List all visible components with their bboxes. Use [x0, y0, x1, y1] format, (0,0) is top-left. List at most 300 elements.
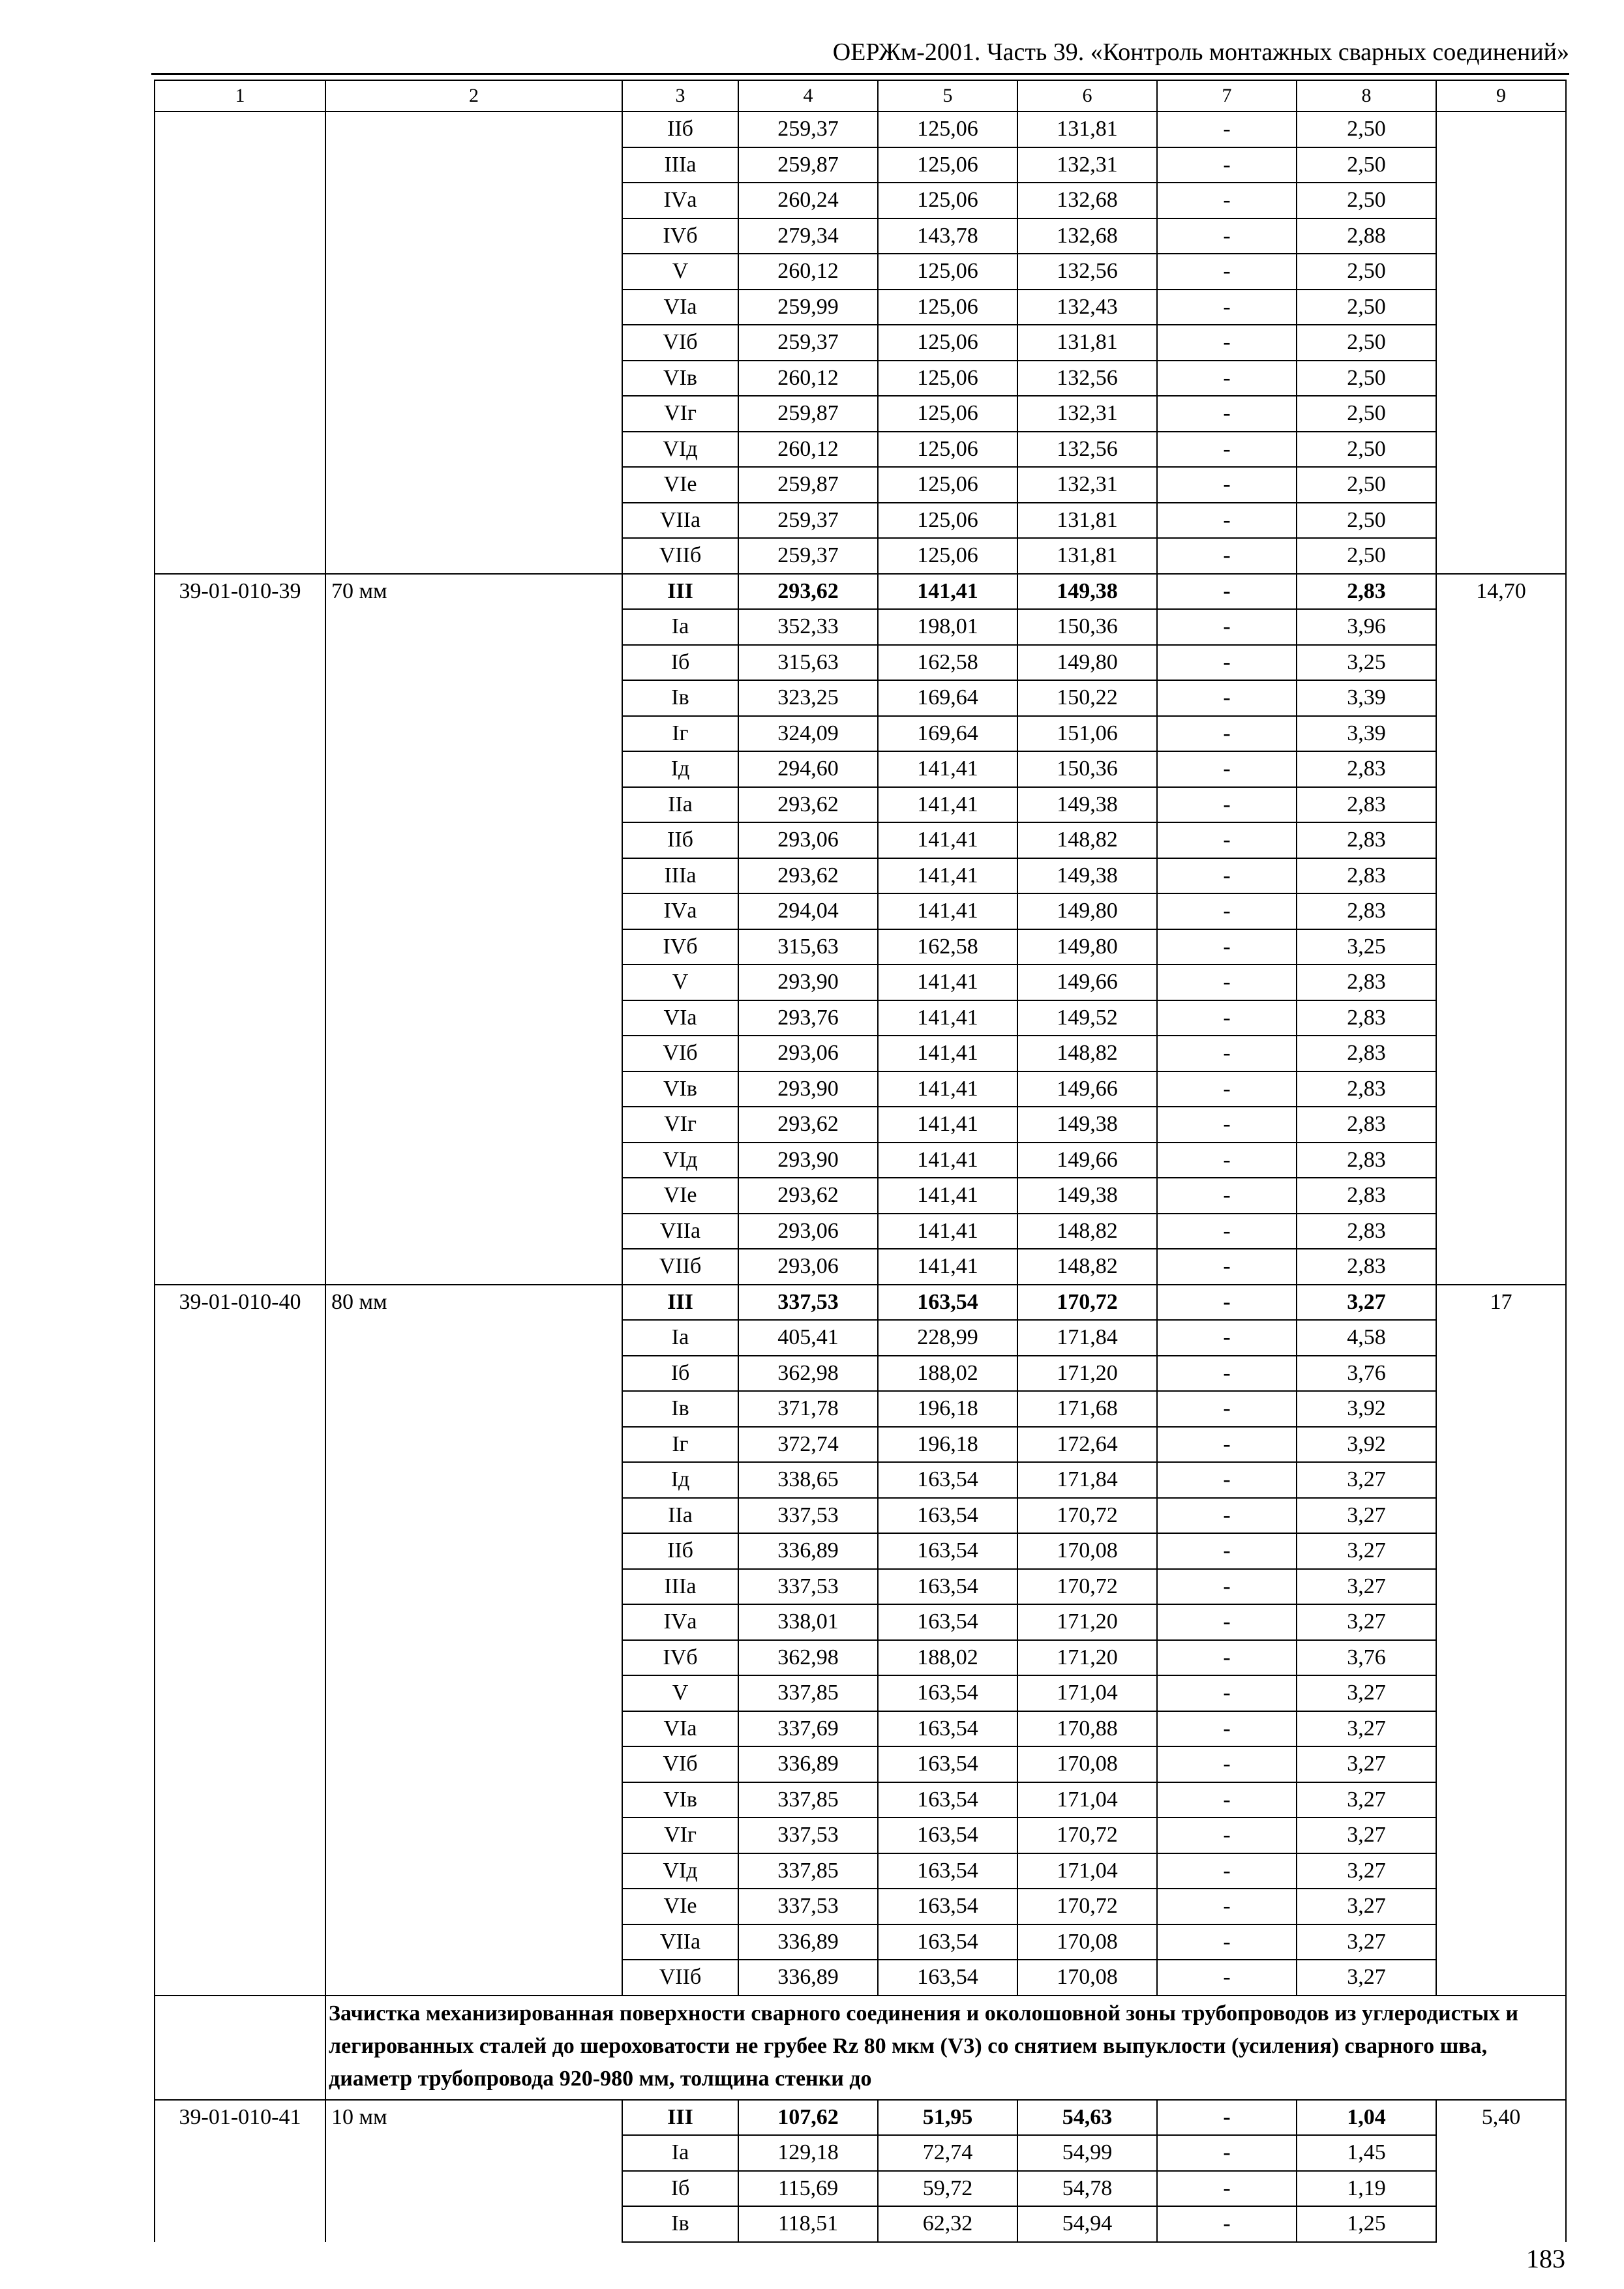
operator-labor-cell: 2,83 — [1297, 1214, 1436, 1249]
total-cost-cell: 362,98 — [738, 1356, 878, 1392]
operator-labor-cell: 3,27 — [1297, 1782, 1436, 1818]
labor-cost-cell: 141,41 — [878, 822, 1017, 858]
machine-cost-cell: 132,31 — [1017, 396, 1157, 432]
operator-labor-cell: 3,39 — [1297, 716, 1436, 752]
operator-labor-cell: 3,92 — [1297, 1391, 1436, 1427]
machine-cost-cell: 170,72 — [1017, 1889, 1157, 1924]
materials-cell: - — [1157, 893, 1297, 929]
machine-cost-cell: 150,22 — [1017, 680, 1157, 716]
materials-cell: - — [1157, 1107, 1297, 1143]
total-cost-cell: 293,06 — [738, 1214, 878, 1249]
labor-cost-cell: 141,41 — [878, 858, 1017, 894]
category-cell: VIд — [622, 1143, 738, 1178]
machine-cost-cell: 149,38 — [1017, 1107, 1157, 1143]
materials-cell: - — [1157, 503, 1297, 539]
total-cost-cell: 107,62 — [738, 2100, 878, 2136]
labor-hours-cell — [1436, 112, 1566, 574]
labor-cost-cell: 125,06 — [878, 290, 1017, 325]
category-cell: VIIа — [622, 503, 738, 539]
materials-cell: - — [1157, 1675, 1297, 1711]
category-cell: Iв — [622, 680, 738, 716]
operator-labor-cell: 1,19 — [1297, 2171, 1436, 2207]
machine-cost-cell: 149,80 — [1017, 929, 1157, 965]
operator-labor-cell: 2,83 — [1297, 1071, 1436, 1107]
machine-cost-cell: 54,63 — [1017, 2100, 1157, 2136]
total-cost-cell: 259,37 — [738, 503, 878, 539]
total-cost-cell: 293,06 — [738, 822, 878, 858]
category-cell: Iа — [622, 2135, 738, 2171]
total-cost-cell: 259,37 — [738, 112, 878, 147]
operator-labor-cell: 3,39 — [1297, 680, 1436, 716]
total-cost-cell: 115,69 — [738, 2171, 878, 2207]
total-cost-cell: 324,09 — [738, 716, 878, 752]
labor-cost-cell: 72,74 — [878, 2135, 1017, 2171]
materials-cell: - — [1157, 1569, 1297, 1605]
operator-labor-cell: 2,83 — [1297, 1178, 1436, 1214]
materials-cell: - — [1157, 325, 1297, 361]
operator-labor-cell: 2,50 — [1297, 325, 1436, 361]
materials-cell: - — [1157, 396, 1297, 432]
category-cell: Iб — [622, 2171, 738, 2207]
category-cell: IIIа — [622, 1569, 738, 1605]
operator-labor-cell: 2,50 — [1297, 432, 1436, 468]
total-cost-cell: 372,74 — [738, 1427, 878, 1463]
machine-cost-cell: 170,72 — [1017, 1285, 1157, 1321]
labor-cost-cell: 163,54 — [878, 1889, 1017, 1924]
category-cell: VIа — [622, 1000, 738, 1036]
materials-cell: - — [1157, 2100, 1297, 2136]
wall-thickness-cell: 80 мм — [325, 1285, 622, 1996]
materials-cell: - — [1157, 822, 1297, 858]
total-cost-cell: 337,53 — [738, 1285, 878, 1321]
total-cost-cell: 371,78 — [738, 1391, 878, 1427]
materials-cell: - — [1157, 254, 1297, 290]
total-cost-cell: 293,90 — [738, 1143, 878, 1178]
materials-cell: - — [1157, 680, 1297, 716]
total-cost-cell: 293,90 — [738, 965, 878, 1000]
column-number: 8 — [1297, 80, 1436, 112]
operator-labor-cell: 3,25 — [1297, 929, 1436, 965]
materials-cell: - — [1157, 716, 1297, 752]
materials-cell: - — [1157, 1533, 1297, 1569]
operator-labor-cell: 2,50 — [1297, 503, 1436, 539]
labor-cost-cell: 125,06 — [878, 254, 1017, 290]
category-cell: IIа — [622, 1498, 738, 1534]
category-cell: VIIб — [622, 1249, 738, 1285]
operator-labor-cell: 1,04 — [1297, 2100, 1436, 2136]
total-cost-cell: 294,60 — [738, 751, 878, 787]
category-cell: VIIб — [622, 538, 738, 574]
total-cost-cell: 293,62 — [738, 787, 878, 823]
total-cost-cell: 293,62 — [738, 858, 878, 894]
materials-cell: - — [1157, 1071, 1297, 1107]
total-cost-cell: 336,89 — [738, 1924, 878, 1960]
category-cell: Iв — [622, 1391, 738, 1427]
machine-cost-cell: 54,78 — [1017, 2171, 1157, 2207]
operator-labor-cell: 1,45 — [1297, 2135, 1436, 2171]
labor-cost-cell: 141,41 — [878, 574, 1017, 610]
category-cell: Iг — [622, 716, 738, 752]
wall-thickness-cell — [325, 112, 622, 574]
operator-labor-cell: 2,50 — [1297, 290, 1436, 325]
total-cost-cell: 337,53 — [738, 1569, 878, 1605]
labor-cost-cell: 141,41 — [878, 893, 1017, 929]
labor-cost-cell: 163,54 — [878, 1924, 1017, 1960]
total-cost-cell: 362,98 — [738, 1640, 878, 1676]
labor-cost-cell: 125,06 — [878, 112, 1017, 147]
category-cell: VIIа — [622, 1214, 738, 1249]
machine-cost-cell: 170,08 — [1017, 1533, 1157, 1569]
materials-cell: - — [1157, 1285, 1297, 1321]
labor-cost-cell: 125,06 — [878, 147, 1017, 183]
machine-cost-cell: 149,38 — [1017, 858, 1157, 894]
machine-cost-cell: 132,56 — [1017, 361, 1157, 396]
operator-labor-cell: 3,27 — [1297, 1604, 1436, 1640]
category-cell: VIб — [622, 1746, 738, 1782]
materials-cell: - — [1157, 574, 1297, 610]
labor-cost-cell: 125,06 — [878, 396, 1017, 432]
table-row — [155, 574, 1566, 610]
category-cell: VIд — [622, 432, 738, 468]
materials-cell: - — [1157, 858, 1297, 894]
materials-cell: - — [1157, 1746, 1297, 1782]
rate-code-cell — [155, 112, 325, 574]
operator-labor-cell: 2,83 — [1297, 1036, 1436, 1071]
machine-cost-cell: 131,81 — [1017, 538, 1157, 574]
labor-cost-cell: 163,54 — [878, 1285, 1017, 1321]
total-cost-cell: 294,04 — [738, 893, 878, 929]
materials-cell: - — [1157, 1818, 1297, 1853]
labor-cost-cell: 163,54 — [878, 1498, 1017, 1534]
machine-cost-cell: 149,38 — [1017, 574, 1157, 610]
labor-cost-cell: 125,06 — [878, 432, 1017, 468]
total-cost-cell: 337,85 — [738, 1782, 878, 1818]
category-cell: VIв — [622, 1782, 738, 1818]
machine-cost-cell: 148,82 — [1017, 822, 1157, 858]
total-cost-cell: 323,25 — [738, 680, 878, 716]
materials-cell: - — [1157, 1853, 1297, 1889]
rates-table — [154, 80, 1567, 2243]
operator-labor-cell: 2,83 — [1297, 751, 1436, 787]
machine-cost-cell: 149,66 — [1017, 965, 1157, 1000]
operator-labor-cell: 2,88 — [1297, 218, 1436, 254]
materials-cell: - — [1157, 1143, 1297, 1178]
column-number: 6 — [1017, 80, 1157, 112]
category-cell: VIб — [622, 1036, 738, 1071]
total-cost-cell: 352,33 — [738, 609, 878, 645]
labor-cost-cell: 141,41 — [878, 751, 1017, 787]
rates-table-container — [154, 80, 1565, 2243]
labor-cost-cell: 163,54 — [878, 1853, 1017, 1889]
operator-labor-cell: 2,50 — [1297, 112, 1436, 147]
machine-cost-cell: 131,81 — [1017, 325, 1157, 361]
page-number: 183 — [1526, 2244, 1565, 2273]
labor-cost-cell: 59,72 — [878, 2171, 1017, 2207]
machine-cost-cell: 150,36 — [1017, 609, 1157, 645]
machine-cost-cell: 132,68 — [1017, 183, 1157, 218]
category-cell: Iа — [622, 609, 738, 645]
total-cost-cell: 259,87 — [738, 396, 878, 432]
total-cost-cell: 260,12 — [738, 432, 878, 468]
operator-labor-cell: 4,58 — [1297, 1320, 1436, 1356]
labor-cost-cell: 163,54 — [878, 1960, 1017, 1996]
operator-labor-cell: 2,50 — [1297, 254, 1436, 290]
category-cell: VIв — [622, 361, 738, 396]
total-cost-cell: 337,69 — [738, 1711, 878, 1747]
category-cell: V — [622, 965, 738, 1000]
operator-labor-cell: 3,27 — [1297, 1533, 1436, 1569]
labor-cost-cell: 125,06 — [878, 538, 1017, 574]
operator-labor-cell: 2,83 — [1297, 787, 1436, 823]
machine-cost-cell: 170,72 — [1017, 1569, 1157, 1605]
total-cost-cell: 293,06 — [738, 1249, 878, 1285]
category-cell: VIе — [622, 1178, 738, 1214]
machine-cost-cell: 170,72 — [1017, 1818, 1157, 1853]
materials-cell: - — [1157, 290, 1297, 325]
column-number: 1 — [155, 80, 325, 112]
category-cell: VIб — [622, 325, 738, 361]
category-cell: VIIа — [622, 1924, 738, 1960]
total-cost-cell: 259,37 — [738, 325, 878, 361]
category-cell: VIа — [622, 1711, 738, 1747]
column-number: 9 — [1436, 80, 1566, 112]
machine-cost-cell: 151,06 — [1017, 716, 1157, 752]
materials-cell: - — [1157, 1036, 1297, 1071]
machine-cost-cell: 149,38 — [1017, 787, 1157, 823]
materials-cell: - — [1157, 1960, 1297, 1996]
machine-cost-cell: 172,64 — [1017, 1427, 1157, 1463]
machine-cost-cell: 132,56 — [1017, 432, 1157, 468]
section-description: Зачистка механизированная поверхности сварного соединения и околошовной зоны трубопроводов из углеродистых и легированных сталей до шероховатости не грубее Rz 80 мкм (V3) со снятием выпуклости (усиления) сварного шва, диаметр трубопровода 920-980 мм, толщина стенки до — [325, 1996, 1566, 2100]
operator-labor-cell: 3,27 — [1297, 1853, 1436, 1889]
operator-labor-cell: 2,50 — [1297, 147, 1436, 183]
materials-cell: - — [1157, 1782, 1297, 1818]
operator-labor-cell: 1,25 — [1297, 2206, 1436, 2242]
materials-cell: - — [1157, 1249, 1297, 1285]
machine-cost-cell: 54,99 — [1017, 2135, 1157, 2171]
operator-labor-cell: 2,83 — [1297, 1107, 1436, 1143]
operator-labor-cell: 3,27 — [1297, 1285, 1436, 1321]
operator-labor-cell: 2,50 — [1297, 396, 1436, 432]
labor-cost-cell: 62,32 — [878, 2206, 1017, 2242]
category-cell: Iб — [622, 645, 738, 681]
total-cost-cell: 260,12 — [738, 254, 878, 290]
materials-cell: - — [1157, 1178, 1297, 1214]
machine-cost-cell: 171,20 — [1017, 1640, 1157, 1676]
machine-cost-cell: 171,84 — [1017, 1320, 1157, 1356]
machine-cost-cell: 171,04 — [1017, 1675, 1157, 1711]
empty-code-cell — [155, 1996, 325, 2100]
operator-labor-cell: 2,83 — [1297, 965, 1436, 1000]
labor-cost-cell: 141,41 — [878, 1071, 1017, 1107]
total-cost-cell: 129,18 — [738, 2135, 878, 2171]
total-cost-cell: 337,53 — [738, 1889, 878, 1924]
materials-cell: - — [1157, 432, 1297, 468]
labor-cost-cell: 125,06 — [878, 325, 1017, 361]
total-cost-cell: 293,62 — [738, 574, 878, 610]
labor-cost-cell: 228,99 — [878, 1320, 1017, 1356]
operator-labor-cell: 3,27 — [1297, 1675, 1436, 1711]
labor-hours-cell: 5,40 — [1436, 2100, 1566, 2242]
materials-cell: - — [1157, 1000, 1297, 1036]
machine-cost-cell: 150,36 — [1017, 751, 1157, 787]
machine-cost-cell: 170,08 — [1017, 1960, 1157, 1996]
materials-cell: - — [1157, 112, 1297, 147]
materials-cell: - — [1157, 1214, 1297, 1249]
total-cost-cell: 338,01 — [738, 1604, 878, 1640]
category-cell: Iб — [622, 1356, 738, 1392]
labor-cost-cell: 169,64 — [878, 680, 1017, 716]
total-cost-cell: 336,89 — [738, 1960, 878, 1996]
materials-cell: - — [1157, 609, 1297, 645]
wall-thickness-cell: 10 мм — [325, 2100, 622, 2242]
column-number: 2 — [325, 80, 622, 112]
category-cell: VIе — [622, 467, 738, 503]
category-cell: V — [622, 1675, 738, 1711]
materials-cell: - — [1157, 218, 1297, 254]
category-cell: V — [622, 254, 738, 290]
operator-labor-cell: 2,50 — [1297, 183, 1436, 218]
section-description-row — [155, 1996, 1566, 2100]
category-cell: VIг — [622, 396, 738, 432]
operator-labor-cell: 3,27 — [1297, 1746, 1436, 1782]
materials-cell: - — [1157, 183, 1297, 218]
total-cost-cell: 336,89 — [738, 1746, 878, 1782]
total-cost-cell: 259,87 — [738, 147, 878, 183]
operator-labor-cell: 3,27 — [1297, 1818, 1436, 1853]
machine-cost-cell: 132,68 — [1017, 218, 1157, 254]
total-cost-cell: 293,62 — [738, 1107, 878, 1143]
materials-cell: - — [1157, 965, 1297, 1000]
header-rule — [151, 73, 1569, 75]
labor-hours-cell: 14,70 — [1436, 574, 1566, 1285]
category-cell: Iд — [622, 1462, 738, 1498]
operator-labor-cell: 2,50 — [1297, 467, 1436, 503]
total-cost-cell: 259,99 — [738, 290, 878, 325]
total-cost-cell: 293,76 — [738, 1000, 878, 1036]
materials-cell: - — [1157, 1711, 1297, 1747]
category-cell: IIб — [622, 1533, 738, 1569]
materials-cell: - — [1157, 147, 1297, 183]
labor-cost-cell: 125,06 — [878, 183, 1017, 218]
total-cost-cell: 337,85 — [738, 1853, 878, 1889]
operator-labor-cell: 2,83 — [1297, 574, 1436, 610]
column-number: 5 — [878, 80, 1017, 112]
labor-cost-cell: 141,41 — [878, 1036, 1017, 1071]
operator-labor-cell: 2,50 — [1297, 361, 1436, 396]
machine-cost-cell: 171,04 — [1017, 1853, 1157, 1889]
category-cell: IIа — [622, 787, 738, 823]
labor-cost-cell: 188,02 — [878, 1356, 1017, 1392]
labor-cost-cell: 163,54 — [878, 1746, 1017, 1782]
machine-cost-cell: 171,68 — [1017, 1391, 1157, 1427]
total-cost-cell: 260,12 — [738, 361, 878, 396]
table-row — [155, 112, 1566, 147]
materials-cell: - — [1157, 1604, 1297, 1640]
operator-labor-cell: 3,76 — [1297, 1356, 1436, 1392]
machine-cost-cell: 171,84 — [1017, 1462, 1157, 1498]
materials-cell: - — [1157, 1320, 1297, 1356]
category-cell: VIд — [622, 1853, 738, 1889]
labor-cost-cell: 163,54 — [878, 1462, 1017, 1498]
operator-labor-cell: 2,50 — [1297, 538, 1436, 574]
machine-cost-cell: 148,82 — [1017, 1036, 1157, 1071]
machine-cost-cell: 170,88 — [1017, 1711, 1157, 1747]
labor-cost-cell: 141,41 — [878, 1107, 1017, 1143]
operator-labor-cell: 3,96 — [1297, 609, 1436, 645]
machine-cost-cell: 171,04 — [1017, 1782, 1157, 1818]
labor-cost-cell: 163,54 — [878, 1675, 1017, 1711]
operator-labor-cell: 2,83 — [1297, 1000, 1436, 1036]
category-cell: VIе — [622, 1889, 738, 1924]
column-number: 3 — [622, 80, 738, 112]
rate-code-cell: 39-01-010-39 — [155, 574, 325, 1285]
machine-cost-cell: 132,31 — [1017, 147, 1157, 183]
operator-labor-cell: 3,27 — [1297, 1462, 1436, 1498]
materials-cell: - — [1157, 1498, 1297, 1534]
labor-cost-cell: 125,06 — [878, 361, 1017, 396]
operator-labor-cell: 3,27 — [1297, 1498, 1436, 1534]
labor-cost-cell: 125,06 — [878, 503, 1017, 539]
machine-cost-cell: 171,20 — [1017, 1604, 1157, 1640]
category-cell: IIIа — [622, 858, 738, 894]
machine-cost-cell: 131,81 — [1017, 112, 1157, 147]
labor-cost-cell: 196,18 — [878, 1427, 1017, 1463]
labor-cost-cell: 141,41 — [878, 965, 1017, 1000]
materials-cell: - — [1157, 467, 1297, 503]
labor-cost-cell: 141,41 — [878, 1000, 1017, 1036]
operator-labor-cell: 3,27 — [1297, 1960, 1436, 1996]
machine-cost-cell: 148,82 — [1017, 1249, 1157, 1285]
machine-cost-cell: 149,80 — [1017, 645, 1157, 681]
category-cell: IVа — [622, 893, 738, 929]
machine-cost-cell: 170,08 — [1017, 1924, 1157, 1960]
operator-labor-cell: 2,83 — [1297, 1143, 1436, 1178]
labor-cost-cell: 163,54 — [878, 1604, 1017, 1640]
rate-code-cell: 39-01-010-40 — [155, 1285, 325, 1996]
total-cost-cell: 336,89 — [738, 1533, 878, 1569]
total-cost-cell: 315,63 — [738, 929, 878, 965]
labor-cost-cell: 188,02 — [878, 1640, 1017, 1676]
category-cell: III — [622, 2100, 738, 2136]
category-cell: Iв — [622, 2206, 738, 2242]
operator-labor-cell: 2,83 — [1297, 1249, 1436, 1285]
labor-cost-cell: 163,54 — [878, 1818, 1017, 1853]
total-cost-cell: 337,85 — [738, 1675, 878, 1711]
category-cell: Iд — [622, 751, 738, 787]
category-cell: IVб — [622, 1640, 738, 1676]
machine-cost-cell: 149,66 — [1017, 1143, 1157, 1178]
labor-cost-cell: 198,01 — [878, 609, 1017, 645]
category-cell: IIIа — [622, 147, 738, 183]
machine-cost-cell: 149,80 — [1017, 893, 1157, 929]
materials-cell: - — [1157, 645, 1297, 681]
labor-cost-cell: 169,64 — [878, 716, 1017, 752]
labor-cost-cell: 163,54 — [878, 1533, 1017, 1569]
rate-code-cell: 39-01-010-41 — [155, 2100, 325, 2242]
machine-cost-cell: 132,56 — [1017, 254, 1157, 290]
column-number: 7 — [1157, 80, 1297, 112]
machine-cost-cell: 131,81 — [1017, 503, 1157, 539]
operator-labor-cell: 3,27 — [1297, 1711, 1436, 1747]
labor-cost-cell: 162,58 — [878, 929, 1017, 965]
materials-cell: - — [1157, 1356, 1297, 1392]
category-cell: III — [622, 1285, 738, 1321]
operator-labor-cell: 2,83 — [1297, 858, 1436, 894]
table-row — [155, 2100, 1566, 2136]
machine-cost-cell: 171,20 — [1017, 1356, 1157, 1392]
category-cell: VIа — [622, 290, 738, 325]
